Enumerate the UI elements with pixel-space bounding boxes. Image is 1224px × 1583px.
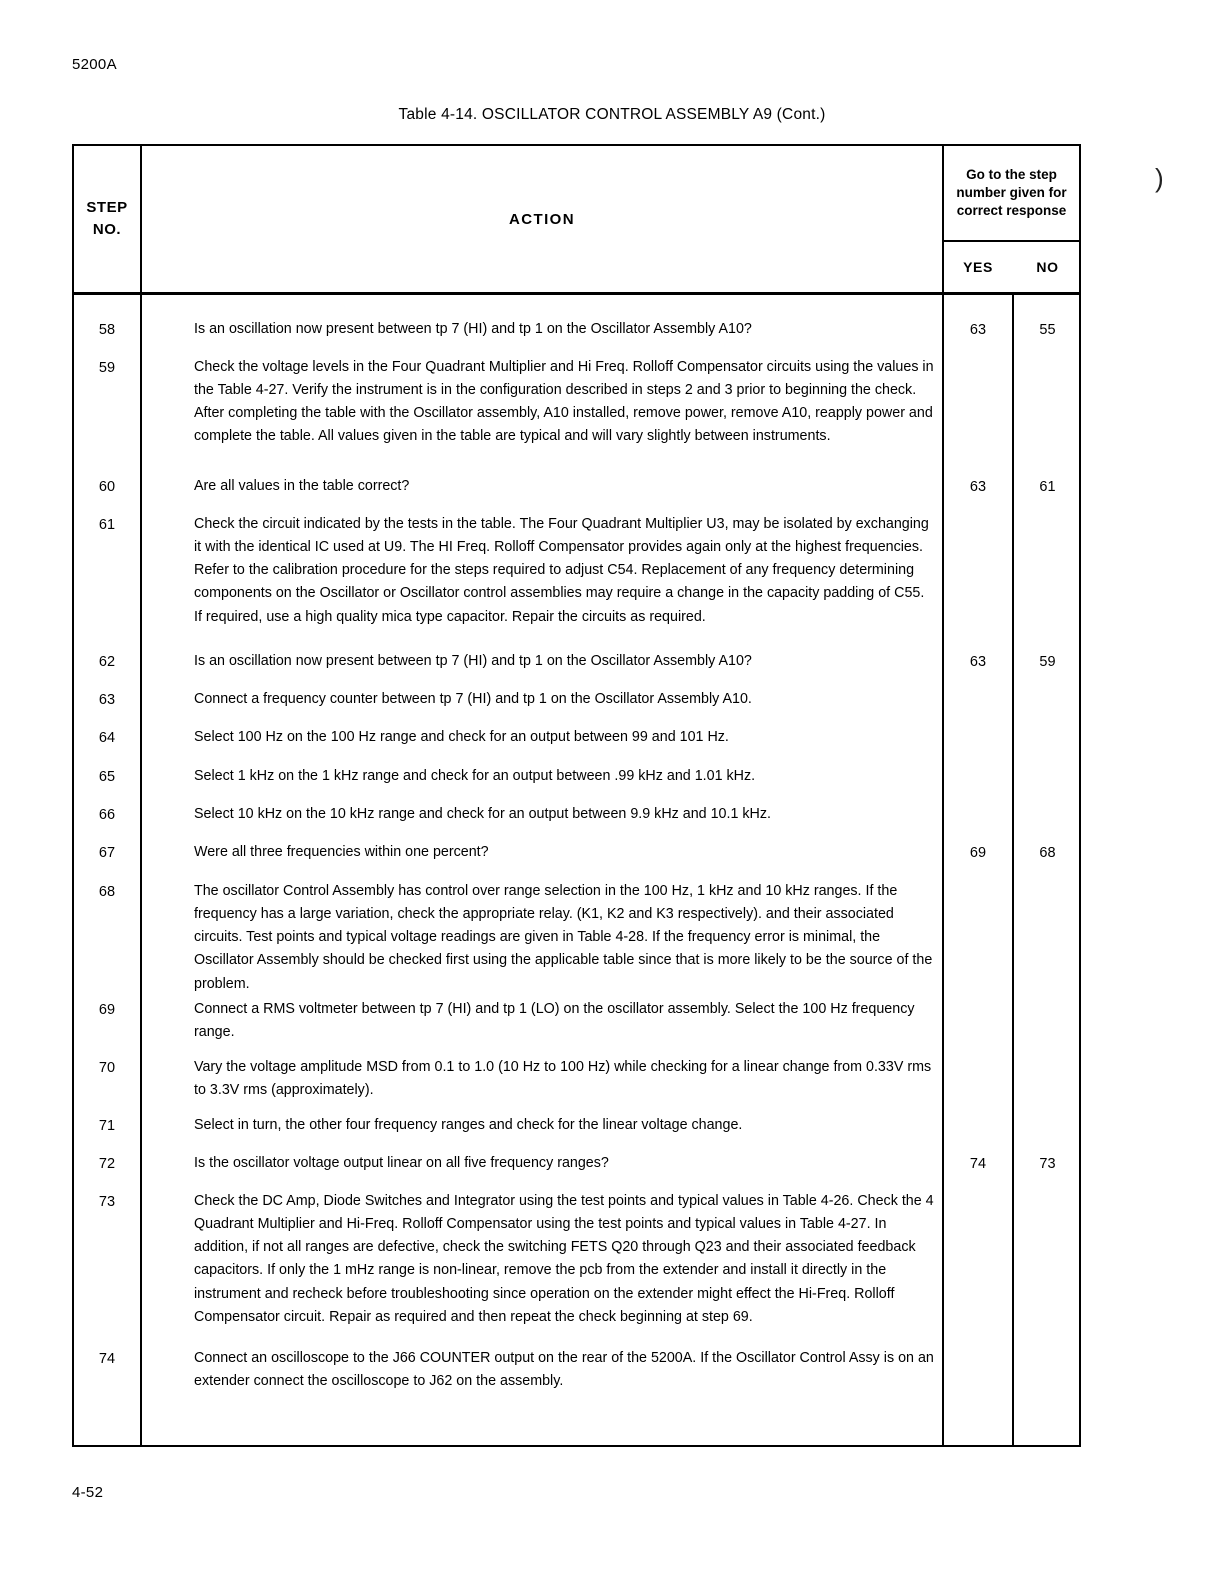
cell-action-text: Is an oscillation now present between tp 7 (HI) and tp 1 on the Oscillator Assembly A10? bbox=[194, 653, 752, 669]
cell-step-number: 61 bbox=[98, 517, 116, 533]
cell-action-text: Check the circuit indicated by the tests in the table. The Four Quadrant Multiplier U3, may be isolated by exchanging it with the identical IC used at U9. The HI Freq. Rolloff Compensator provides again only at the highest frequencies. Refer to the calibration procedure for the steps required to adjust C54. Replacement of any frequency determining components on the Oscillator or Oscillator control assemblies may require a change in the capacity padding of C55. If required, use a high quality mica type capacitor. Repair the circuits as required. bbox=[194, 516, 929, 625]
cell-action-text: The oscillator Control Assembly has control over range selection in the 100 Hz, 1 kHz and 10 kHz ranges. If the frequency has a large variation, check the appropriate relay. (K1, K2 and K3 respectively). and their associated circuits. Test points and typical voltage readings are given in Table 4-28. If the frequency error is minimal, the Oscillator Assembly should be checked first using the applicable table since that is more likely to be the source of the problem. bbox=[194, 883, 933, 992]
cell-step-number: 66 bbox=[98, 807, 116, 823]
cell-action-text: Check the DC Amp, Diode Switches and Integrator using the test points and typical values in Table 4-26. Check the 4 Quadrant Multiplier and Hi-Freq. Rolloff Compensator using the test points and typical values in Table 4-27. In addition, if not all ranges are defective, check the switching FETS Q20 through Q23 and their associated feedback capacitors. If only the 1 mHz range is non-linear, remove the pcb from the extender and install it directly in the instrument and recheck before troubleshooting since operation on the extender might effect the Hi-Freq. Rolloff Compensator circuit. Repair as required and then repeat the check beginning at step 69. bbox=[194, 1193, 934, 1325]
cell-action-text: Were all three frequencies within one percent? bbox=[194, 844, 489, 860]
cell-action-text: Connect a frequency counter between tp 7 (HI) and tp 1 on the Oscillator Assembly A10. bbox=[194, 691, 752, 707]
cell-step-number: 70 bbox=[98, 1060, 116, 1076]
cell-action-text: Check the voltage levels in the Four Quadrant Multiplier and Hi Freq. Rolloff Compensator circuits using the values in the Table 4-27. Verify the instrument is in the configuration described in steps 2 and 3 prior to beginning the check. After completing the table with the Oscillator assembly, A10 installed, remove power, remove A10, reapply power and complete the table. All values given in the table are typical and will vary slightly between instruments. bbox=[194, 359, 934, 445]
column-header-no: NO bbox=[1036, 259, 1059, 275]
cell-no-step: 61 bbox=[1039, 479, 1056, 495]
cell-step-number: 67 bbox=[98, 845, 116, 861]
cell-action-text: Is the oscillator voltage output linear on all five frequency ranges? bbox=[194, 1155, 609, 1171]
cell-yes-step: 74 bbox=[969, 1156, 987, 1172]
margin-paren-mark: ) bbox=[1155, 163, 1164, 193]
cell-yes-step: 63 bbox=[969, 479, 987, 495]
cell-action-text: Connect an oscilloscope to the J66 COUNTER output on the rear of the 5200A. If the Oscillator Control Assy is on an extender connect the oscilloscope to J62 on the assembly. bbox=[194, 1350, 934, 1390]
cell-no-step: 59 bbox=[1039, 654, 1056, 670]
cell-step-number: 74 bbox=[98, 1351, 116, 1367]
cell-step-number: 59 bbox=[98, 360, 116, 376]
cell-step-number: 60 bbox=[98, 479, 116, 495]
cell-action-text: Select 1 kHz on the 1 kHz range and check for an output between .99 kHz and 1.01 kHz. bbox=[194, 768, 756, 784]
cell-action-text: Connect a RMS voltmeter between tp 7 (HI) and tp 1 (LO) on the oscillator assembly. Select the 100 Hz frequency range. bbox=[194, 1001, 915, 1041]
cell-action-text: Select in turn, the other four frequency ranges and check for the linear voltage change. bbox=[194, 1117, 743, 1133]
cell-step-number: 63 bbox=[98, 692, 116, 708]
cell-no-step: 73 bbox=[1039, 1156, 1056, 1172]
column-header-step-no bbox=[74, 146, 140, 292]
column-header-step-line1: STEP bbox=[86, 199, 128, 217]
cell-step-number: 65 bbox=[98, 769, 116, 785]
page-number: 4-52 bbox=[72, 1484, 104, 1501]
table-body bbox=[74, 292, 1079, 1445]
column-header-action: ACTION bbox=[509, 210, 575, 228]
table-caption: Table 4-14. OSCILLATOR CONTROL ASSEMBLY A9 (Cont.) bbox=[398, 106, 826, 123]
cell-action-text: Select 100 Hz on the 100 Hz range and check for an output between 99 and 101 Hz. bbox=[194, 729, 729, 745]
column-header-step-line2: NO. bbox=[92, 221, 122, 238]
cell-action-text: Are all values in the table correct? bbox=[194, 478, 410, 494]
cell-action-text: Select 10 kHz on the 10 kHz range and check for an output between 9.9 kHz and 10.1 kHz. bbox=[194, 806, 771, 822]
cell-step-number: 68 bbox=[98, 884, 116, 900]
column-header-yes: YES bbox=[963, 259, 993, 275]
cell-step-number: 72 bbox=[98, 1156, 116, 1172]
cell-yes-step: 63 bbox=[969, 322, 987, 338]
cell-action-text: Is an oscillation now present between tp 7 (HI) and tp 1 on the Oscillator Assembly A10? bbox=[194, 321, 752, 337]
cell-step-number: 58 bbox=[98, 322, 116, 338]
page-header-model: 5200A bbox=[72, 56, 117, 73]
cell-yes-step: 63 bbox=[969, 654, 987, 670]
cell-step-number: 62 bbox=[98, 654, 116, 670]
cell-yes-step: 69 bbox=[969, 845, 987, 861]
troubleshooting-table bbox=[72, 144, 1081, 1447]
cell-no-step: 68 bbox=[1039, 845, 1056, 861]
cell-no-step: 55 bbox=[1039, 322, 1056, 338]
cell-action-text: Vary the voltage amplitude MSD from 0.1 to 1.0 (10 Hz to 100 Hz) while checking for a linear change from 0.33V rms to 3.3V rms (approximately). bbox=[194, 1059, 932, 1099]
column-header-response: Go to the step number given for correct response bbox=[956, 166, 1067, 219]
cell-step-number: 71 bbox=[98, 1118, 116, 1134]
cell-step-number: 64 bbox=[98, 730, 116, 746]
cell-step-number: 69 bbox=[98, 1002, 116, 1018]
cell-step-number: 73 bbox=[98, 1194, 116, 1210]
